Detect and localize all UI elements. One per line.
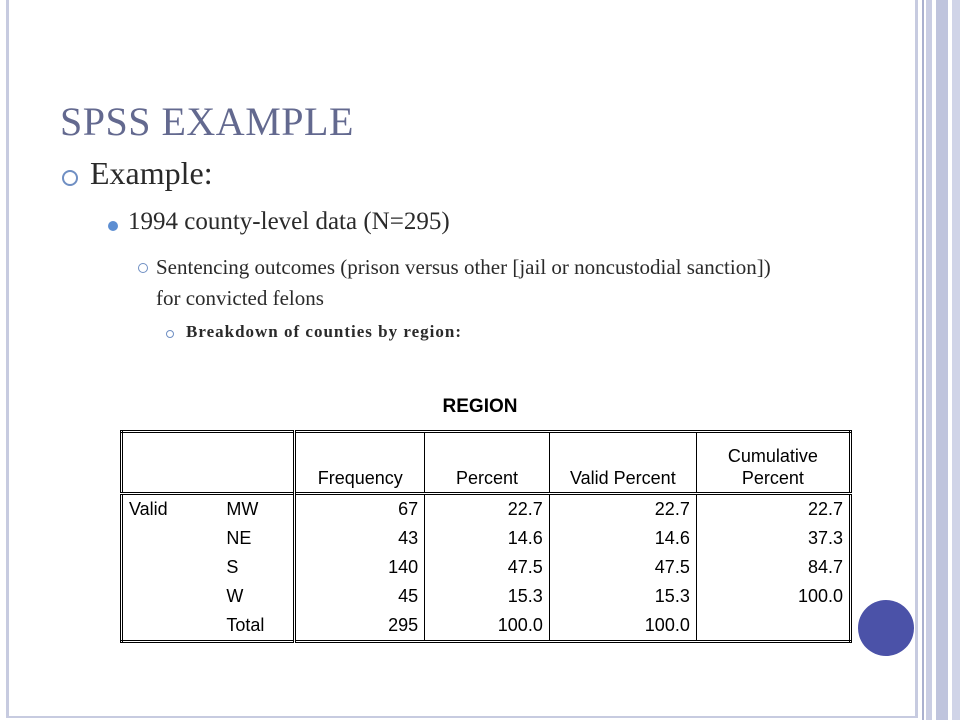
bullet-level1 xyxy=(62,155,213,192)
bullet-ring-icon xyxy=(166,330,174,338)
cell-percent: 100.0 xyxy=(425,611,550,642)
cell-percent: 47.5 xyxy=(425,553,550,582)
bullet-level4-text: Breakdown of counties by region: xyxy=(186,322,463,341)
cell-valid-percent: 15.3 xyxy=(549,582,696,611)
row-label: NE xyxy=(220,524,295,553)
cell-valid-percent: 14.6 xyxy=(549,524,696,553)
header-cumulative-line2: Percent xyxy=(741,468,804,488)
cell-frequency: 45 xyxy=(295,582,425,611)
bullet-level2-text: 1994 county-level data (N=295) xyxy=(128,208,450,235)
header-frequency: Frequency xyxy=(295,432,425,494)
table-title: REGION xyxy=(442,396,518,417)
cell-valid-percent: 47.5 xyxy=(549,553,696,582)
cell-percent: 15.3 xyxy=(425,582,550,611)
cell-frequency: 295 xyxy=(295,611,425,642)
table-row xyxy=(122,611,851,642)
cell-cumulative xyxy=(696,611,850,642)
group-label-empty xyxy=(122,553,221,582)
cell-percent: 14.6 xyxy=(425,524,550,553)
cell-cumulative: 100.0 xyxy=(797,586,843,606)
group-label-empty xyxy=(122,611,221,642)
row-label: S xyxy=(220,553,295,582)
header-percent: Percent xyxy=(425,432,550,494)
group-label-empty xyxy=(122,582,221,611)
table-row xyxy=(122,553,851,582)
bullet-level4 xyxy=(166,322,462,342)
bullet-level1-text: Example: xyxy=(90,155,213,191)
decor-bar xyxy=(952,0,960,720)
header-valid-percent: Valid Percent xyxy=(549,432,696,494)
cell-valid-percent: 22.7 xyxy=(549,494,696,525)
cell-frequency: 43 xyxy=(295,524,425,553)
bullet-level2 xyxy=(108,208,450,236)
header-cumulative-line1: Cumulative xyxy=(727,446,818,466)
row-label: MW xyxy=(220,494,295,525)
bullet-dot-icon xyxy=(108,221,118,231)
header-empty xyxy=(220,432,295,494)
cell-valid-percent: 100.0 xyxy=(549,611,696,642)
header-empty xyxy=(122,432,221,494)
bullet-ring-icon xyxy=(138,263,148,273)
table-row xyxy=(122,524,851,553)
row-label: W xyxy=(220,582,295,611)
cell-cumulative: 37.3 xyxy=(807,528,843,548)
bullet-level3-text: Sentencing outcomes (prison versus other [jail or noncustodial sanction]) for convicted felons xyxy=(156,255,771,310)
group-label-empty xyxy=(122,524,221,553)
decor-bar xyxy=(926,0,932,720)
row-label: Total xyxy=(220,611,295,642)
cell-cumulative: 84.7 xyxy=(807,557,843,577)
cell-cumulative: 22.7 xyxy=(807,499,843,519)
slide-title: SPSS EXAMPLE xyxy=(60,99,354,144)
region-frequency-table xyxy=(120,430,852,643)
group-label: Valid xyxy=(129,499,168,519)
cell-percent: 22.7 xyxy=(425,494,550,525)
bullet-ring-icon xyxy=(62,170,78,186)
cell-frequency: 67 xyxy=(295,494,425,525)
decor-bar xyxy=(936,0,948,720)
bullet-level3 xyxy=(138,252,776,314)
decor-bar xyxy=(922,0,924,720)
table-header-row xyxy=(122,432,851,494)
table-row xyxy=(122,494,851,525)
table-row xyxy=(122,582,851,611)
corner-circle-decoration xyxy=(858,600,914,656)
header-cumulative-percent xyxy=(696,432,850,494)
cell-frequency: 140 xyxy=(295,553,425,582)
